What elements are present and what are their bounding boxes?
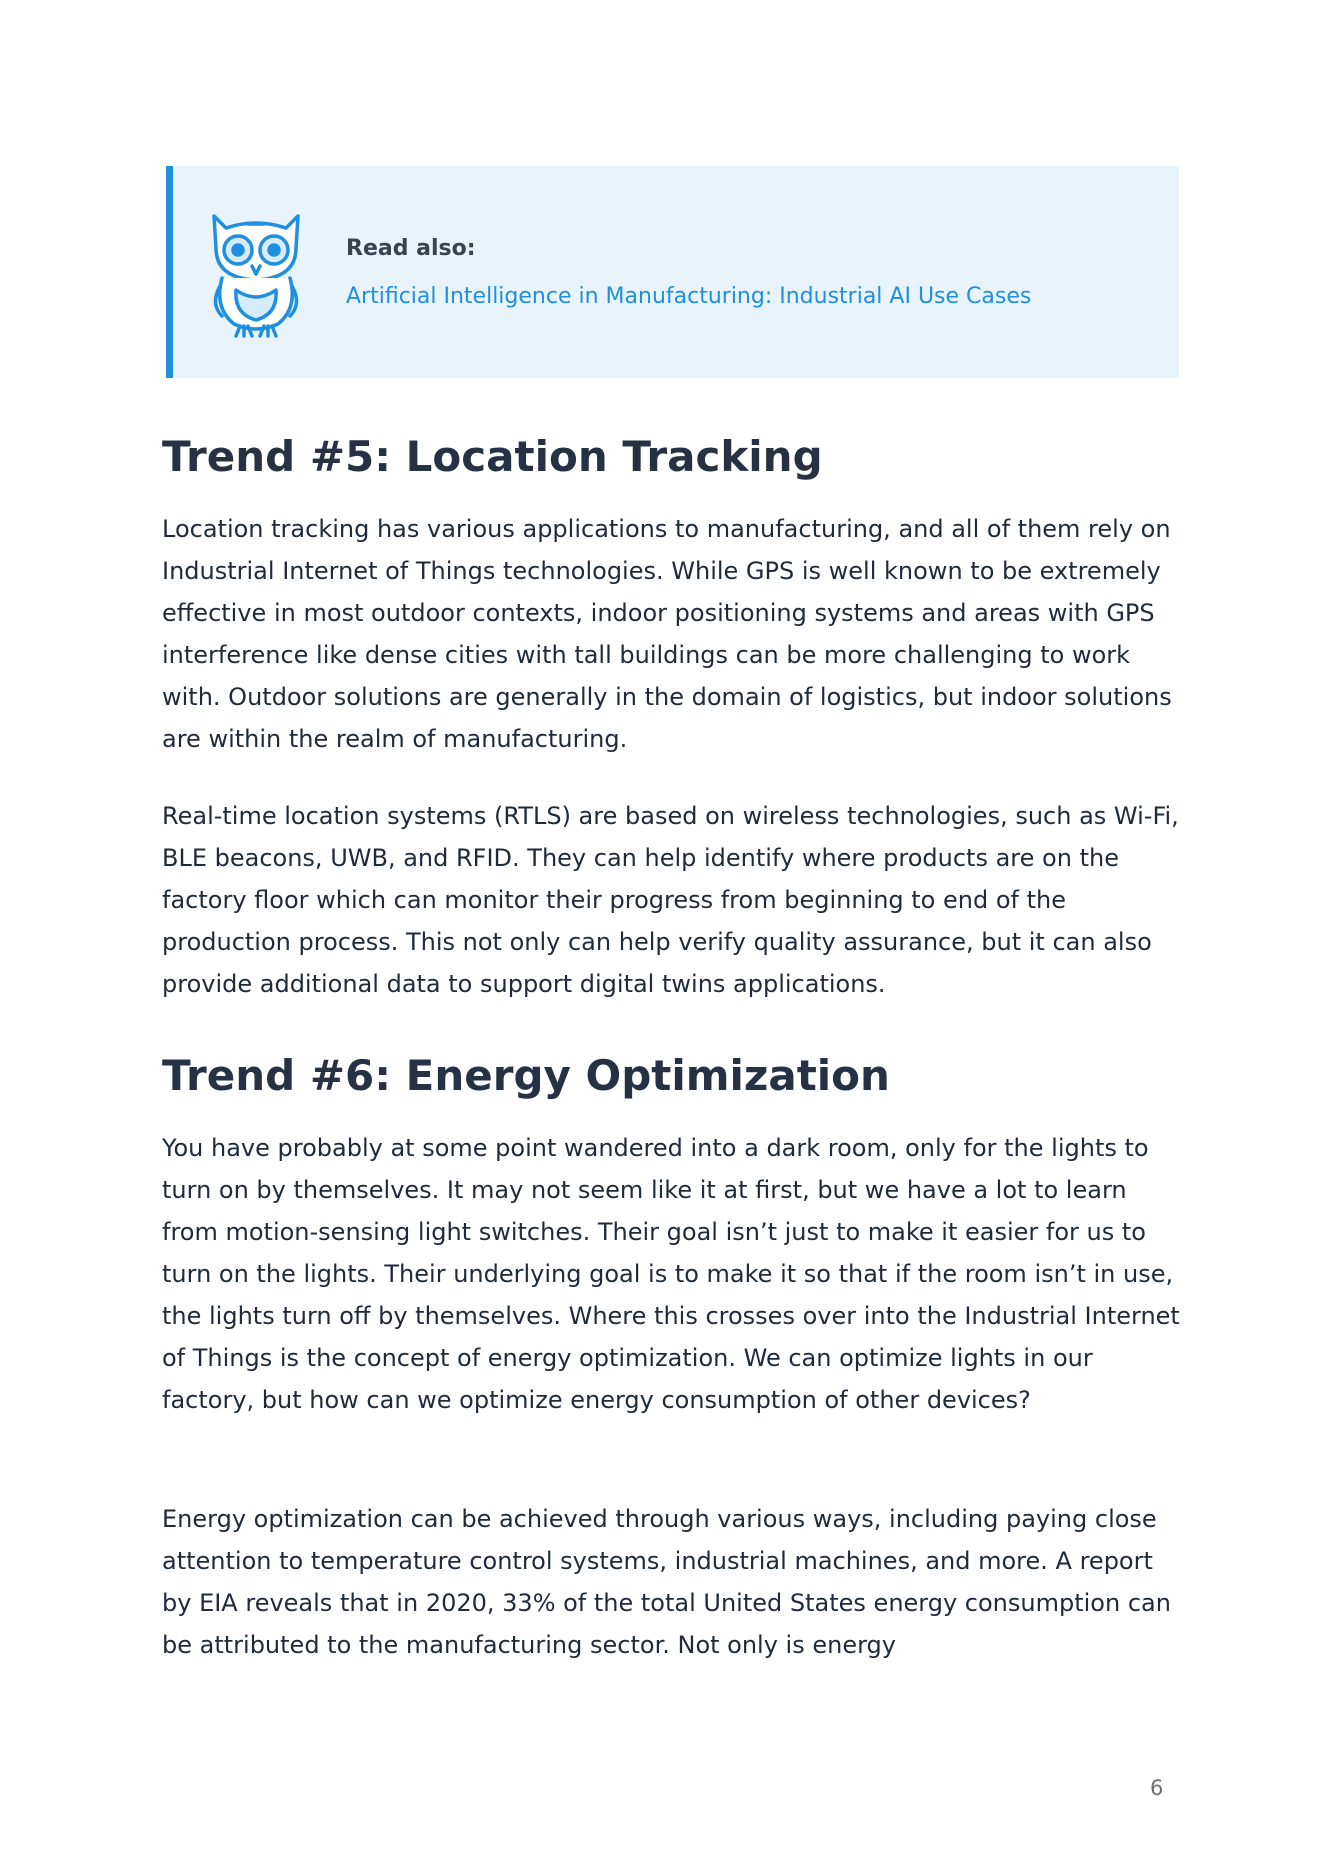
- paragraph-location-tracking-2: Real-time location systems (RTLS) are based on wireless technologies, such as Wi-Fi, BLE beacons, UWB, and RFID. They can help identify where products are on the factory floor which can monitor their progress from beginning to end of the production process. This not only can help verify quality assurance, but it can also provide additional data to support digital twins applications.: [162, 802, 1179, 998]
- paragraph-energy-optimization-1: You have probably at some point wandered into a dark room, only for the lights to turn on by themselves. It may not seem like it at first, but we have a lot to learn from motion-sensing light switches. Their goal isn’t just to make it easier for us to turn on the lights. Their underlying goal is to make it so that if the room isn’t in use, the lights turn off by themselves. Where this crosses over into the Industrial Internet of Things is the concept of energy optimization. We can optimize lights in our factory, but how can we optimize energy consumption of other devices?: [162, 1134, 1180, 1414]
- read-also-callout: [166, 166, 1179, 378]
- callout-accent-bar: [166, 166, 173, 378]
- owl-icon: [204, 208, 309, 338]
- section-heading-energy-optimization: Trend #6: Energy Optimization: [162, 1051, 890, 1100]
- read-also-link[interactable]: Artificial Intelligence in Manufacturing: Industrial AI Use Cases: [346, 284, 1032, 309]
- section-heading-location-tracking: Trend #5: Location Tracking: [162, 432, 823, 481]
- page-number: 6: [1150, 1776, 1164, 1800]
- paragraph-location-tracking-1: Location tracking has various applications to manufacturing, and all of them rely on Industrial Internet of Things technologies. While GPS is well known to be extremely effective in most outdoor contexts, indoor positioning systems and areas with GPS interference like dense cities with tall buildings can be more challenging to work with. Outdoor solutions are generally in the domain of logistics, but indoor solutions are within the realm of manufacturing.: [162, 515, 1172, 753]
- read-also-label: Read also:: [346, 236, 476, 261]
- paragraph-energy-optimization-2: Energy optimization can be achieved through various ways, including paying close attention to temperature control systems, industrial machines, and more. A report by EIA reveals that in 2020, 33% of the total United States energy consumption can be attributed to the manufacturing sector. Not only is energy: [162, 1505, 1171, 1659]
